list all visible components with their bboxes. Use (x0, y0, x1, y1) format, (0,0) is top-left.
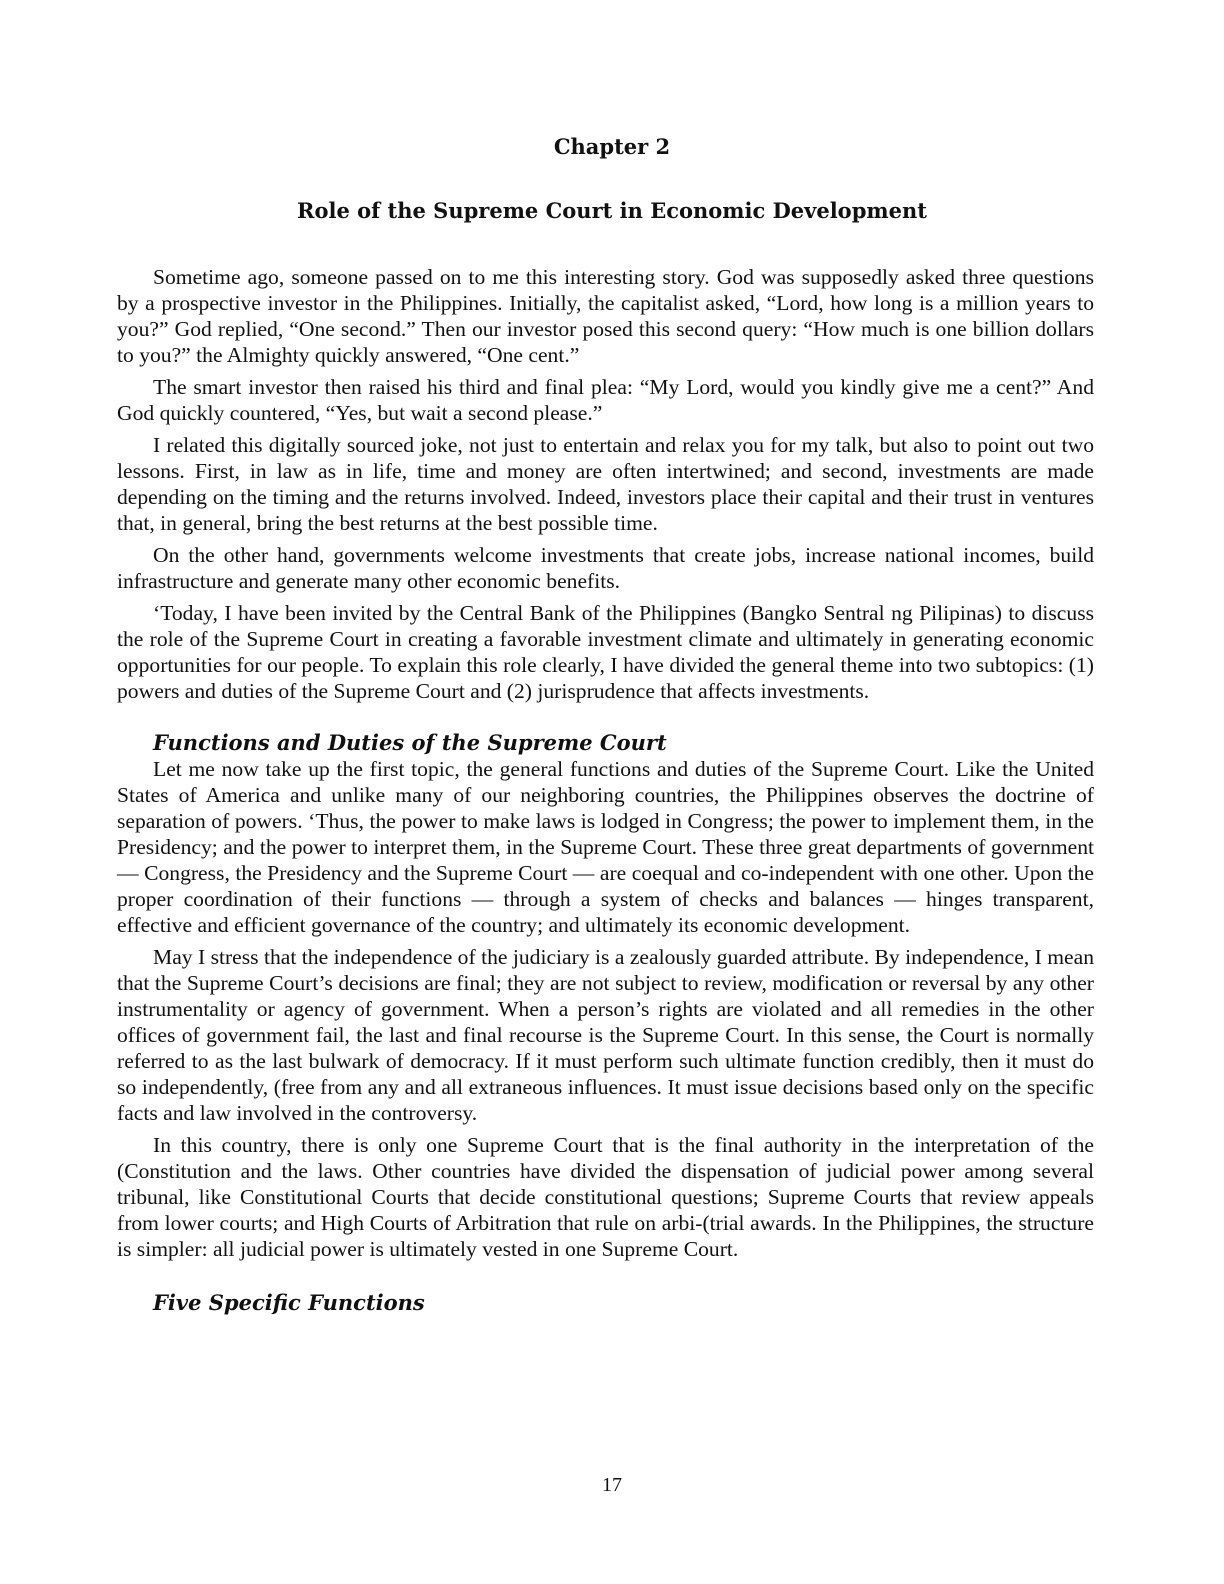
paragraph: May I stress that the independence of the judiciary is a zealously guarded attribute. By independence, I mean that the Supreme Court’s decisions are final; they are not subject to review, modification or reversal by any other instrumentality or agency of government. When a person’s rights are violated and all remedies in the other offices of government fail, the last and final recourse is the Supreme Court. In this sense, the Court is normally referred to as the last bulwark of democracy. If it must perform such ultimate function credibly, then it must do so independently, (free from any and all extraneous influences. It must issue decisions based only on the specific facts and law involved in the controversy. (117, 945, 1094, 1125)
section-heading-functions: Functions and Duties of the Supreme Court (153, 730, 667, 755)
paragraph: The smart investor then raised his third and final plea: “My Lord, would you kindly give me a cent?” And God quickly countered, “Yes, but wait a second please.” (117, 375, 1094, 425)
paragraph: In this country, there is only one Supreme Court that is the final authority in the interpretation of the (Constitution and the laws. Other countries have divided the dispensation of judicial power among several tribunal, like Constitutional Courts that decide constitutional questions; Supreme Courts that review appeals from lower courts; and High Courts of Arbitration that rule on arbi-(trial awards. In the Philippines, the structure is simpler: all judicial power is ultimately vested in one Supreme Court. (117, 1133, 1094, 1261)
chapter-label: Chapter 2 (553, 134, 671, 159)
paragraph: Let me now take up the first topic, the general functions and duties of the Supreme Court. Like the United States of America and unlike many of our neighboring countries, the Philippines observes the doctrine of separation of powers. ‘Thus, the power to make laws is lodged in Congress; the power to implement them, in the Presidency; and the power to interpret them, in the Supreme Court. These three great departments of government — Congress, the Presidency and the Supreme Court — are coequal and co-independent with one other. Upon the proper coordination of their functions — through a system of checks and balances — hinges transparent, effective and efficient governance of the country; and ultimately its economic development. (117, 757, 1094, 937)
page-number: 17 (602, 1474, 622, 1496)
body-text (117, 264, 1094, 1316)
paragraph: ‘Today, I have been invited by the Central Bank of the Philippines (Bangko Sentral ng Pilipinas) to discuss the role of the Supreme Court in creating a favorable investment climate and ultimately in generating economic opportunities for our people. To explain this role clearly, I have divided the general theme into two subtopics: (1) powers and duties of the Supreme Court and (2) jurisprudence that affects investments. (117, 601, 1094, 703)
paragraph: Sometime ago, someone passed on to me this interesting story. God was supposedly asked three questions by a prospective investor in the Philippines. Initially, the capitalist asked, “Lord, how long is a million years to you?” God replied, “One second.” Then our investor posed this second query: “How much is one billion dollars to you?” the Almighty quickly answered, “One cent.” (117, 265, 1094, 367)
section-heading-five-functions: Five Specific Functions (153, 1290, 425, 1315)
chapter-title: Role of the Supreme Court in Economic Development (297, 198, 927, 223)
paragraph: I related this digitally sourced joke, not just to entertain and relax you for my talk, but also to point out two lessons. First, in law as in life, time and money are often intertwined; and second, investments are made depending on the timing and the returns involved. Indeed, investors place their capital and their trust in ventures that, in general, bring the best returns at the best possible time. (117, 433, 1094, 535)
paragraph: On the other hand, governments welcome investments that create jobs, increase national incomes, build infrastructure and generate many other economic benefits. (117, 543, 1094, 593)
